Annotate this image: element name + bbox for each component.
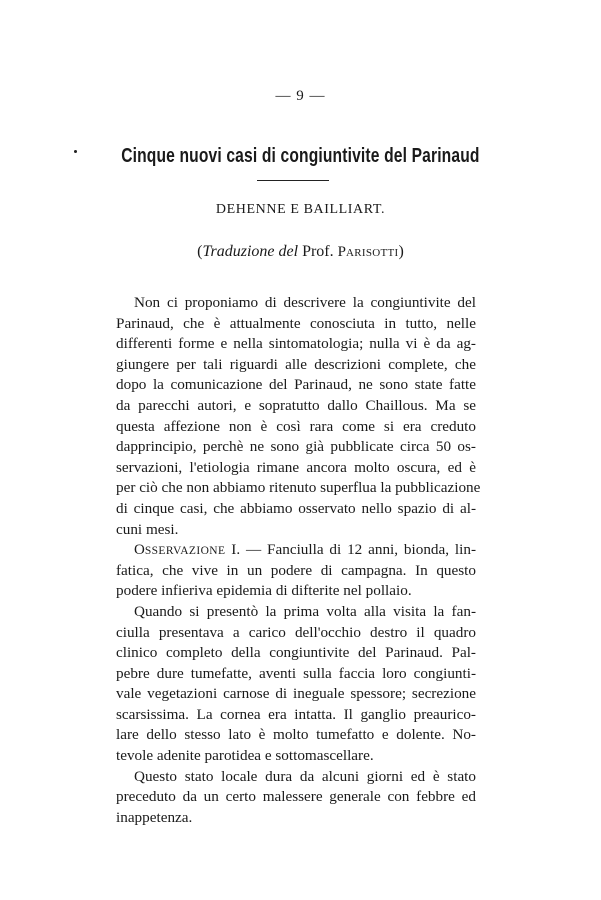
title-rule xyxy=(257,180,329,181)
text-line: cuni mesi. xyxy=(116,520,179,538)
prof-label: Prof. xyxy=(298,243,338,260)
text-line: Quando si presentò la prima volta alla visita la fan- xyxy=(134,602,476,620)
text-line: servazioni, l'etiologia rimane ancora molto oscura, ed è xyxy=(116,458,476,476)
observation-line-rest: — Fanciulla di 12 anni, bionda, lin- xyxy=(240,541,477,559)
text-line: dapprincipio, perchè ne sono già pubblicate circa 50 os- xyxy=(116,438,476,456)
text-line: per ciò che non abbiamo ritenuto superflua la pubblicazione xyxy=(116,479,481,497)
paren-close: ) xyxy=(398,243,404,260)
paren-open: ( xyxy=(197,243,203,260)
observation-heading-line xyxy=(116,540,476,561)
text-line: da parecchi autori, e sopratutto dallo Chaillous. Ma se xyxy=(116,396,476,414)
text-line: ciulla presentava a carico dell'occhio destro il quadro xyxy=(116,623,476,641)
text-line: differenti forme e nella sintomatologia; nulla vi è da ag- xyxy=(116,335,476,353)
text-line: fatica, che vive in un podere di campagna. In questo xyxy=(116,561,476,579)
translation-credit xyxy=(0,243,601,261)
text-line: tevole adenite parotidea e sottomascellare. xyxy=(116,747,374,765)
text-line: clinico completo della congiuntivite del Parinaud. Pal- xyxy=(116,644,476,662)
text-line: Questo stato locale dura da alcuni giorni ed è stato xyxy=(134,767,476,785)
article-authors: DEHENNE E BAILLIART. xyxy=(215,202,386,217)
text-line: questa affezione non è così rara come si era creduto xyxy=(116,417,476,435)
article-body xyxy=(116,293,481,828)
page-number: — 9 — xyxy=(275,88,326,104)
translator-name-cap: P xyxy=(337,244,346,260)
text-line: Parinaud, che è attualmente conosciuta in tutto, nelle xyxy=(116,314,476,332)
text-line: giungere per tali riguardi alle descrizioni complete, che xyxy=(116,355,476,373)
text-line: di cinque casi, che abbiamo osservato nello spazio di al- xyxy=(116,499,476,517)
text-line: dopo la comunicazione del Parinaud, ne sono state fatte xyxy=(116,376,476,394)
text-line: pebre dure tumefatte, aventi sulla faccia loro congiunti- xyxy=(116,664,476,682)
translation-label: Traduzione del xyxy=(202,243,299,260)
text-line: podere infieriva epidemia di difterite nel pollaio. xyxy=(116,582,412,600)
observation-number: I. xyxy=(225,541,241,559)
text-line: scarsissima. La cornea era intatta. Il ganglio preaurico- xyxy=(116,705,476,723)
text-line: lare dello stesso lato è molto tumefatto e dolente. No- xyxy=(116,726,476,744)
translator-name-rest: ARISOTTI xyxy=(345,247,399,259)
text-line: inappetenza. xyxy=(116,808,193,826)
article-title: Cinque nuovi casi di congiuntivite del Parinaud xyxy=(121,145,480,167)
text-line: vale vegetazioni carnose di ineguale spessore; secrezione xyxy=(116,685,476,703)
text-line: Non ci proponiamo di descrivere la congiuntivite del xyxy=(134,294,476,311)
observation-label: OSSERVAZIONE xyxy=(134,542,226,559)
text-line: preceduto da un certo malessere generale con febbre ed xyxy=(116,788,476,806)
